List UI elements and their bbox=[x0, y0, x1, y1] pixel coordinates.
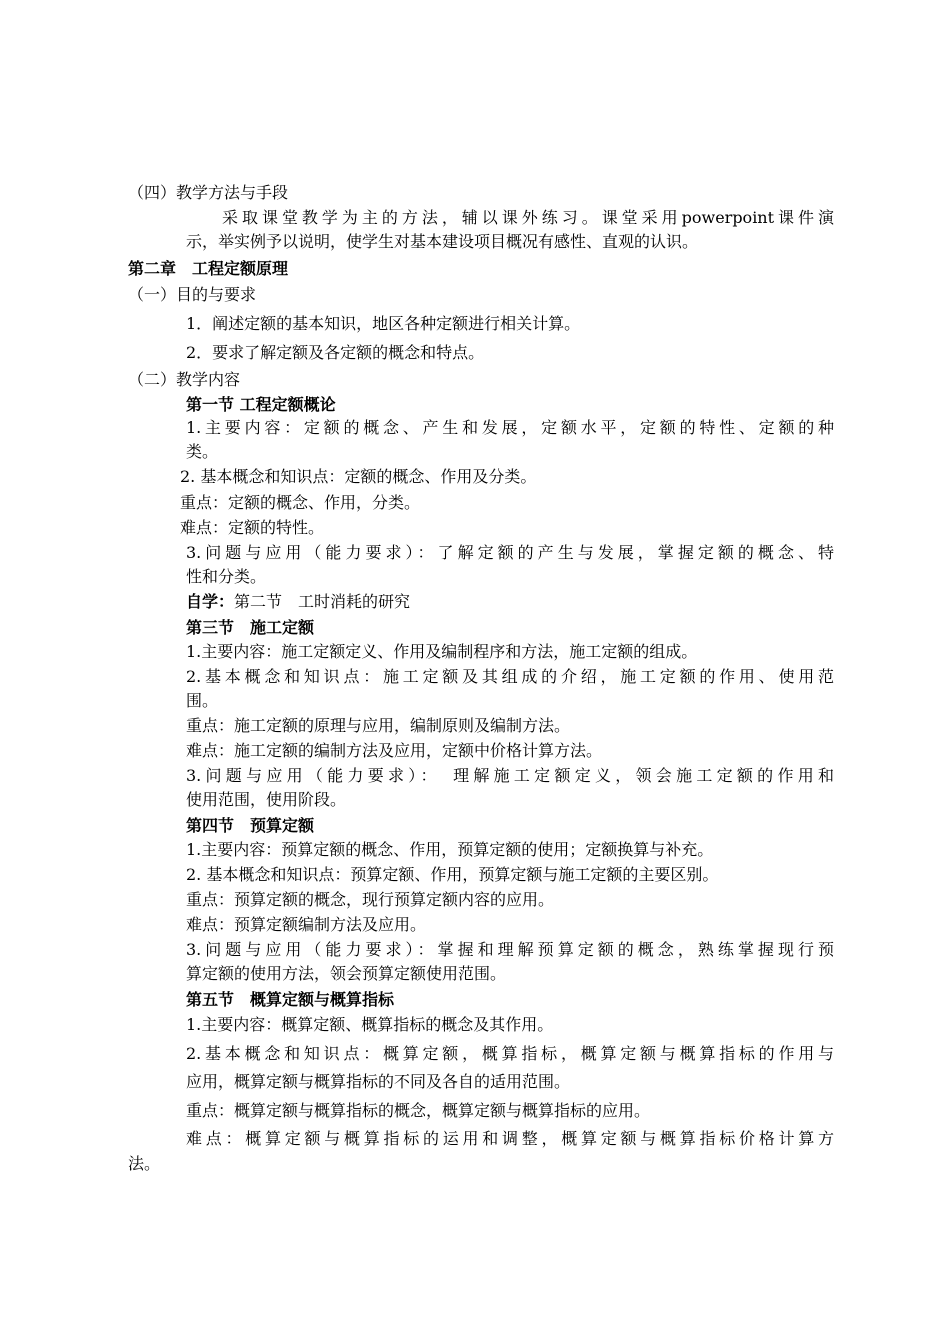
key-point: 重点：施工定额的原理与应用，编制原则及编制方法。 bbox=[186, 716, 571, 735]
subsection-title: 第五节 概算定额与概算指标 bbox=[186, 990, 395, 1009]
subsection-title: 第四节 预算定额 bbox=[186, 816, 315, 835]
paragraph-line: 类。 bbox=[186, 442, 219, 461]
key-point: 重点：预算定额的概念，现行预算定额内容的应用。 bbox=[186, 890, 555, 909]
self-study-label: 自学： bbox=[186, 592, 235, 611]
paragraph-line: 应用，概算定额与概算指标的不同及各自的适用范围。 bbox=[186, 1072, 571, 1091]
paragraph-line: 3.问题与应用（能力要求）： 理解施工定额定义，领会施工定额的作用和 bbox=[186, 766, 834, 785]
list-item: 1.主要内容：概算定额、概算指标的概念及其作用。 bbox=[186, 1015, 554, 1034]
difficult-point: 难点：施工定额的编制方法及应用，定额中价格计算方法。 bbox=[186, 741, 603, 760]
self-study-topic: 第二节 工时消耗的研究 bbox=[234, 592, 411, 611]
paragraph-line: 2.基本概念和知识点：概算定额，概算指标，概算定额与概算指标的作用与 bbox=[186, 1044, 834, 1063]
paragraph-line: 3.问题与应用（能力要求）：掌握和理解预算定额的概念，熟练掌握现行预 bbox=[186, 940, 834, 959]
key-point: 重点：定额的概念、作用，分类。 bbox=[180, 493, 421, 512]
list-item: 2. 基本概念和知识点：预算定额、作用，预算定额与施工定额的主要区别。 bbox=[186, 865, 719, 884]
list-item: 1．阐述定额的基本知识，地区各种定额进行相关计算。 bbox=[186, 314, 581, 333]
section-heading-methods: （四）教学方法与手段 bbox=[128, 183, 289, 202]
list-item: 2. 基本概念和知识点：定额的概念、作用及分类。 bbox=[180, 467, 537, 486]
key-point: 重点：概算定额与概算指标的概念，概算定额与概算指标的应用。 bbox=[186, 1101, 651, 1120]
subsection-title: 第三节 施工定额 bbox=[186, 618, 315, 637]
paragraph-line: 示，举实例予以说明，使学生对基本建设项目概况有感性、直观的认识。 bbox=[186, 232, 699, 251]
paragraph-line: 法。 bbox=[128, 1154, 161, 1173]
paragraph-line: 采取课堂教学为主的方法，辅以课外练习。课堂采用powerpoint课件演 bbox=[222, 208, 834, 227]
list-item: 2．要求了解定额及各定额的概念和特点。 bbox=[186, 343, 485, 362]
paragraph-line: 围。 bbox=[186, 691, 219, 710]
difficult-point: 难点：预算定额编制方法及应用。 bbox=[186, 915, 427, 934]
list-item: 1.主要内容：预算定额的概念、作用，预算定额的使用；定额换算与补充。 bbox=[186, 840, 714, 859]
difficult-point: 难点：定额的特性。 bbox=[180, 518, 325, 537]
chapter-title: 第二章 工程定额原理 bbox=[128, 259, 289, 278]
list-item: 1.主要内容：施工定额定义、作用及编制程序和方法，施工定额的组成。 bbox=[186, 642, 698, 661]
paragraph-line: 性和分类。 bbox=[186, 567, 267, 586]
paragraph-line: 3.问题与应用（能力要求）：了解定额的产生与发展，掌握定额的概念、特 bbox=[186, 543, 834, 562]
difficult-point: 难点：概算定额与概算指标的运用和调整，概算定额与概算指标价格计算方 bbox=[186, 1129, 834, 1148]
section-heading-content: （二）教学内容 bbox=[128, 370, 241, 389]
subsection-title: 第一节 工程定额概论 bbox=[186, 395, 336, 414]
paragraph-line: 2.基本概念和知识点：施工定额及其组成的介绍，施工定额的作用、使用范 bbox=[186, 667, 834, 686]
paragraph-line: 1.主要内容：定额的概念、产生和发展，定额水平，定额的特性、定额的种 bbox=[186, 418, 834, 437]
paragraph-line: 算定额的使用方法，领会预算定额使用范围。 bbox=[186, 964, 507, 983]
section-heading-goals: （一）目的与要求 bbox=[128, 285, 257, 304]
paragraph-line: 使用范围，使用阶段。 bbox=[186, 790, 347, 809]
self-study-line bbox=[186, 590, 546, 614]
